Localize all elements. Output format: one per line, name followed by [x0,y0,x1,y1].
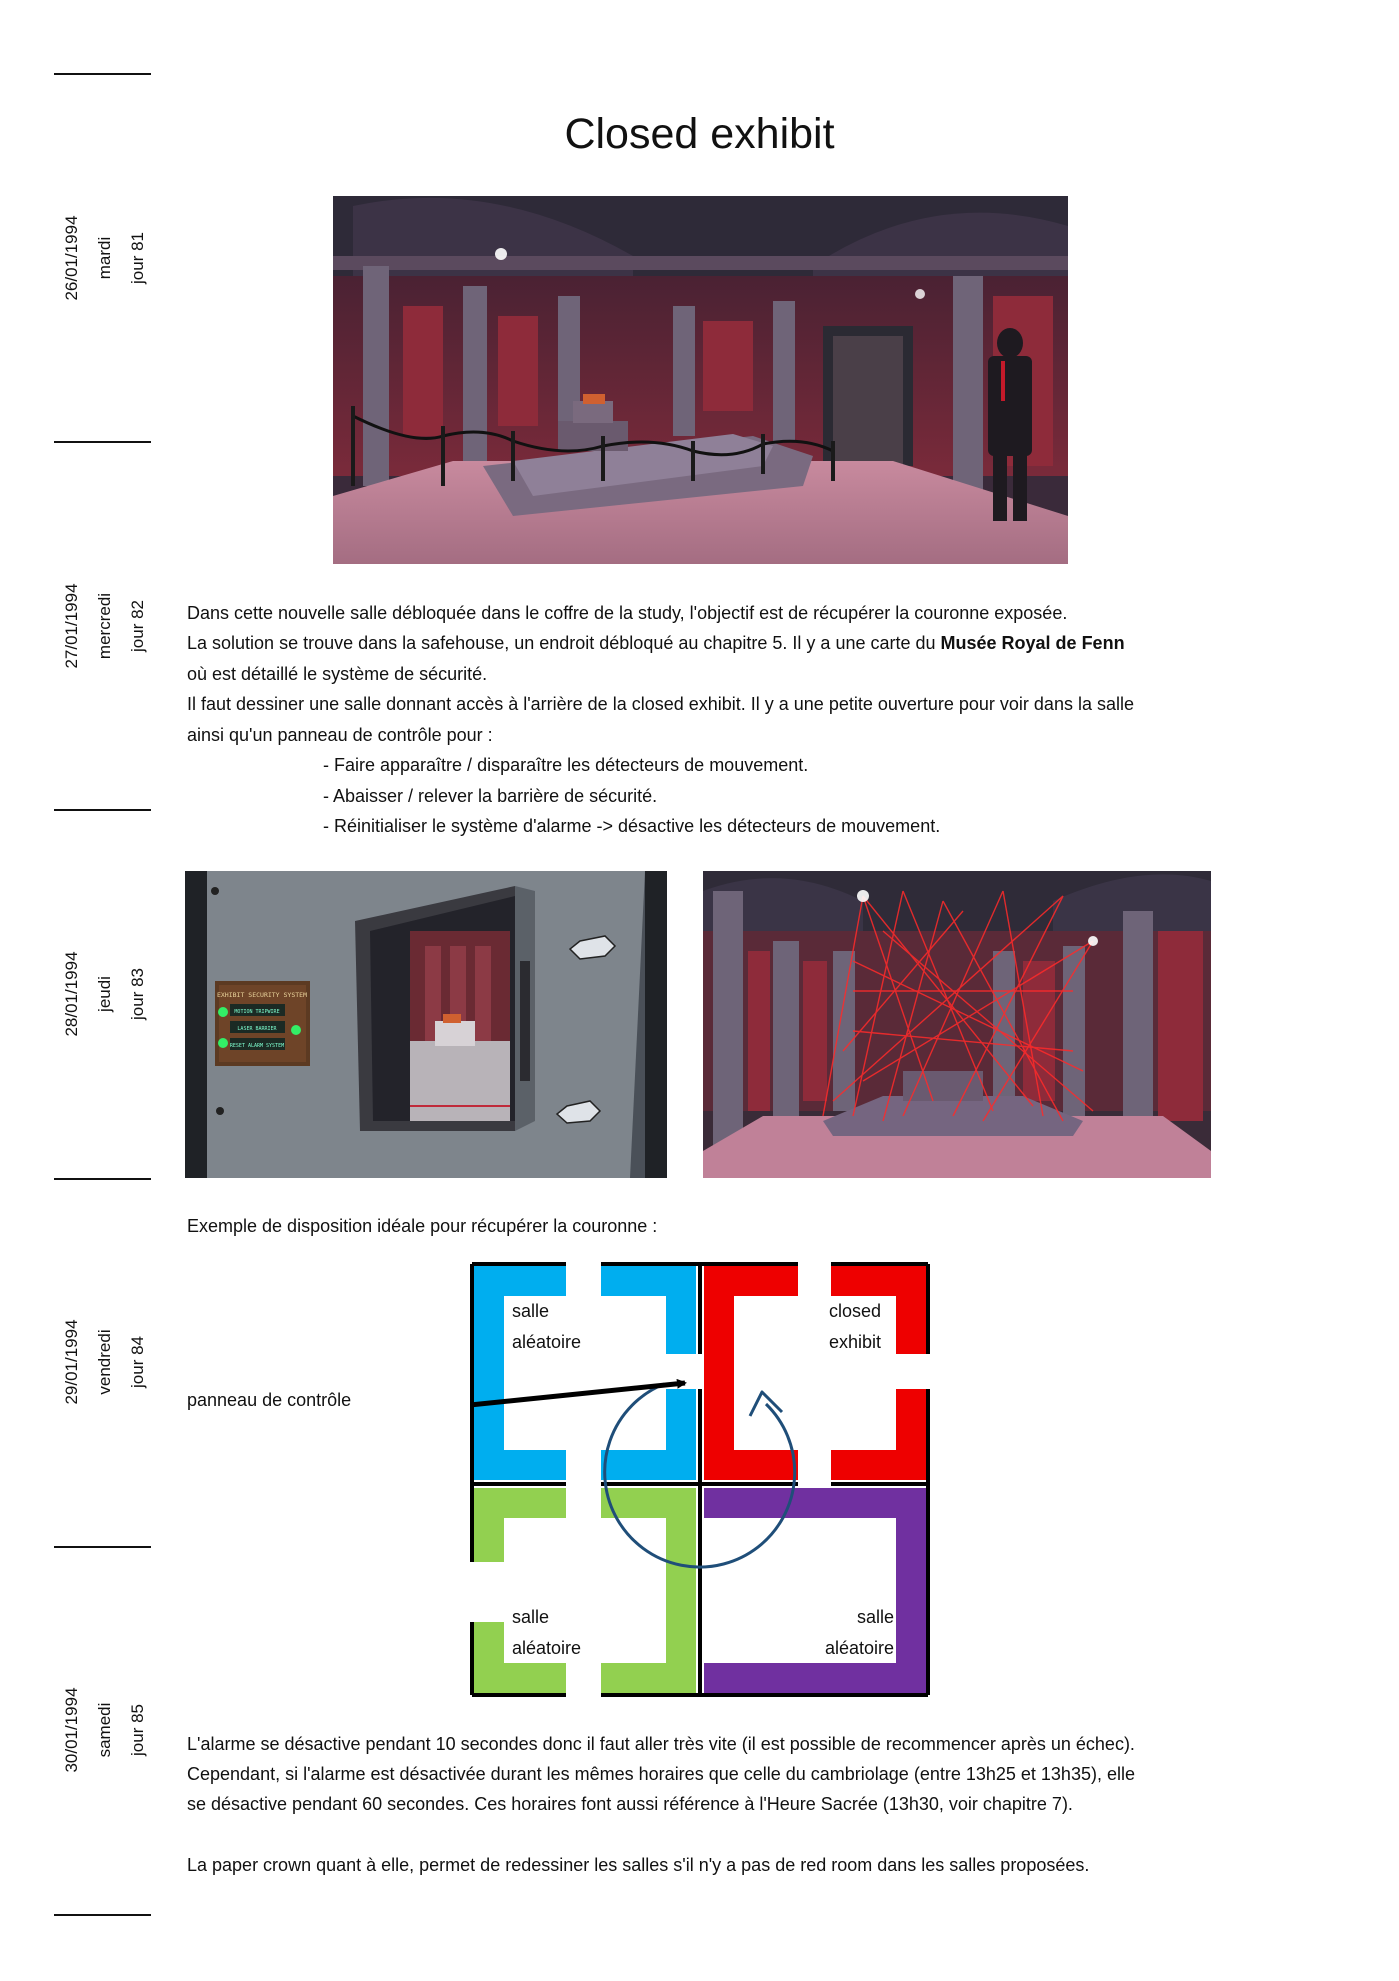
day-label-1 [55,188,155,328]
day-number: jour 84 [128,1336,147,1388]
outro-line-4: La paper crown quant à elle, permet de redessiner les salles s'il n'y a pas de red room dans les salles proposées. [187,1855,1090,1875]
laser-grid-screenshot [703,871,1211,1178]
panel-button-label: MOTION TRIPWIRE [234,1009,280,1015]
control-panel-screenshot [185,871,667,1178]
day-weekday: samedi [95,1702,114,1758]
outro-line-2: Cependant, si l'alarme est désactivée durant les mêmes horaires que celle du cambriolage (entre 13h25 et 13h35), elle [187,1764,1135,1784]
room-label-bottom-left [512,1602,581,1663]
list-item: - Abaisser / relever la barrière de sécurité. [323,785,658,806]
room-bottom-left [470,1484,696,1697]
intro-line-3: où est détaillé le système de sécurité. [187,664,488,684]
room-label-line: closed [829,1301,882,1321]
room-label-bottom-right [825,1602,894,1663]
example-caption: Exemple de disposition idéale pour récupérer la couronne : [187,1216,658,1236]
day-divider [54,1914,151,1916]
list-item: - Réinitialiser le système d'alarme -> désactive les détecteurs de mouvement. [323,816,941,836]
room-label-line: salle [856,1607,894,1627]
page-title: Closed exhibit [564,110,835,158]
day-divider [54,809,151,811]
intro-line-5: ainsi qu'un panneau de contrôle pour : [187,725,493,745]
list-item: - Faire apparaître / disparaître les détecteurs de mouvement. [323,755,809,775]
panel-button-label: RESET ALARM SYSTEM [229,1043,285,1049]
day-weekday: jeudi [95,976,114,1012]
outro-line-3: se désactive pendant 60 secondes. Ces horaires font aussi référence à l'Heure Sacrée (13h30, voir chapitre 7). [187,1794,1073,1814]
room-label-line: exhibit [829,1331,882,1352]
intro-line-2 [187,628,1257,659]
room-label-top-left [512,1296,581,1357]
room-label-line: aléatoire [512,1331,582,1352]
panel-screen-title: EXHIBIT SECURITY SYSTEM [216,991,308,999]
room-top-left [474,1262,700,1483]
room-layout-diagram [470,1262,930,1697]
day-number: jour 81 [128,232,147,284]
day-weekday: mardi [95,236,114,280]
day-label-2 [55,556,155,696]
intro-line-1: Dans cette nouvelle salle débloquée dans le coffre de la study, l'objectif est de récupérer la couronne exposée. [187,603,1068,623]
intro-line-4: Il faut dessiner une salle donnant accès à l'arrière de la closed exhibit. Il y a une petite ouverture pour voir dans la salle [187,694,1134,714]
day-number: jour 85 [128,1704,147,1756]
day-date: 26/01/1994 [62,215,81,301]
room-label-top-right [829,1296,881,1357]
day-divider [54,1178,151,1180]
day-date: 29/01/1994 [62,1319,81,1405]
room-label-line: aléatoire [512,1637,582,1658]
room-label-line: aléatoire [824,1637,894,1658]
control-panel-label: panneau de contrôle [187,1390,352,1410]
day-label-3 [55,924,155,1064]
day-label-5 [55,1660,155,1800]
day-date: 28/01/1994 [62,951,81,1037]
control-panel-actions [323,750,940,842]
intro-line-2-text: La solution se trouve dans la safehouse, un endroit débloqué au chapitre 5. Il y a une carte du [187,633,941,653]
day-date: 30/01/1994 [62,1687,81,1773]
day-label-4 [55,1292,155,1432]
day-divider [54,73,151,75]
room-top-right [704,1262,930,1483]
day-weekday: mercredi [95,592,114,660]
room-label-line: salle [512,1607,550,1627]
room-label-line: salle [512,1301,550,1321]
day-weekday: vendredi [95,1329,114,1395]
day-number: jour 82 [128,600,147,652]
museum-name: Musée Royal de Fenn [940,633,1125,653]
day-divider [54,1546,151,1548]
day-number: jour 83 [128,968,147,1020]
panel-button-label: LASER BARRIER [237,1026,277,1032]
day-date: 27/01/1994 [62,583,81,669]
outro-line-1: L'alarme se désactive pendant 10 secondes donc il faut aller très vite (il est possible de recommencer après un échec). [187,1734,1135,1754]
day-divider [54,441,151,443]
exhibit-room-screenshot [333,196,1068,564]
